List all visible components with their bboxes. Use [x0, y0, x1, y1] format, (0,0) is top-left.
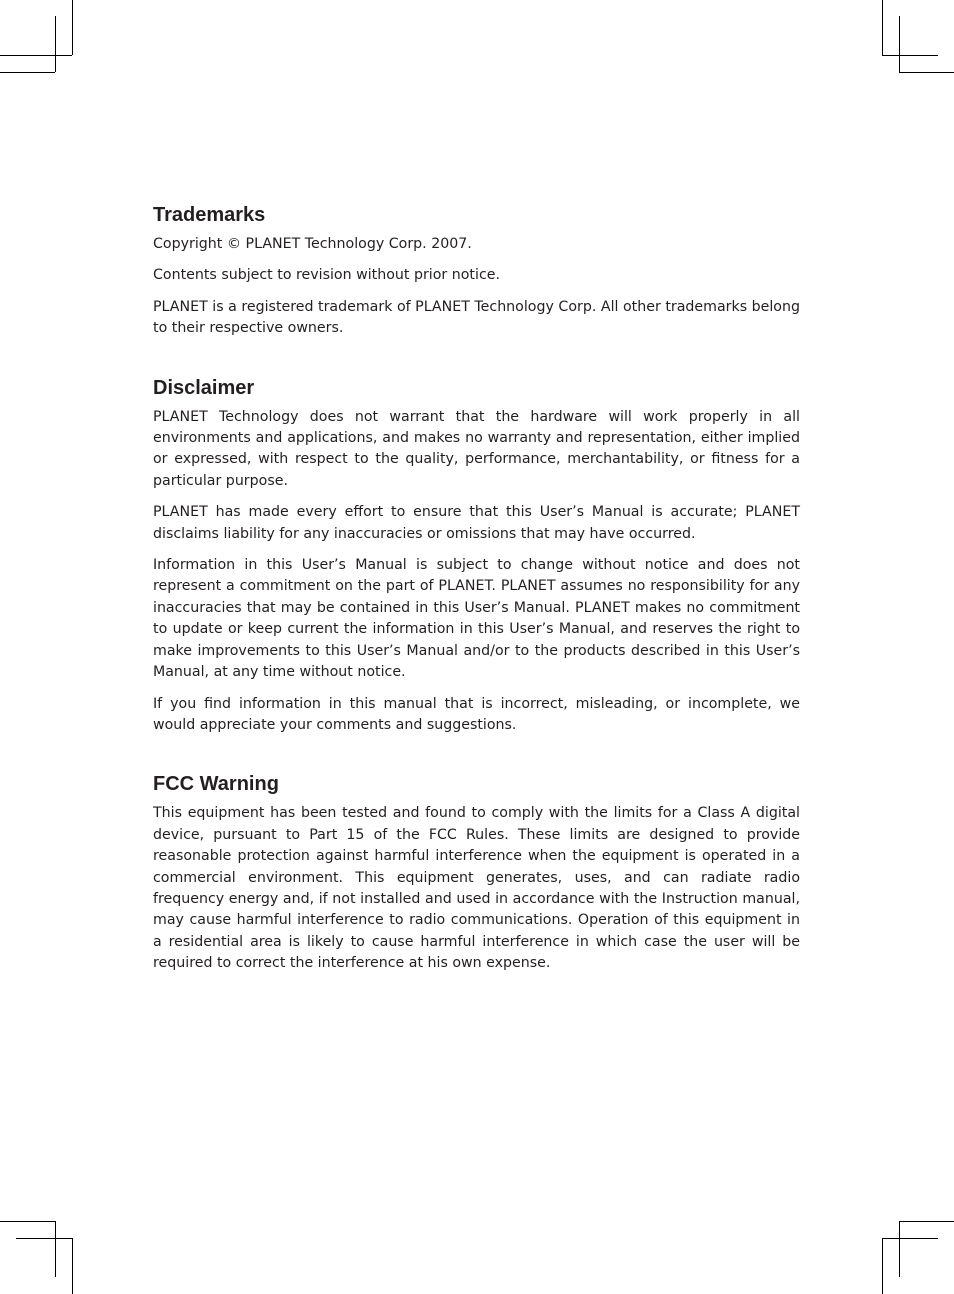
document-body: [153, 200, 800, 1008]
crop-mark-bottom-right-vertical-outer: [882, 1238, 883, 1294]
crop-mark-top-right-horizontal-outer: [899, 72, 954, 73]
crop-mark-bottom-left-horizontal-outer: [0, 1221, 55, 1222]
section-heading-disclaimer: Disclaimer: [153, 376, 255, 399]
paragraph-subject-to-change: Information in this User’s Manual is subject to change without notice and does not represent a commitment on the part of PLANET. PLANET assumes no responsibility for any inaccuracies that may be contained in this User’s Manual. PLANET makes no commitment to update or keep current the information in this User’s Manual, and reserves the right to make improvements to this User’s Manual and/or to the products described in this User’s Manual, at any time without notice.: [153, 557, 800, 681]
crop-mark-top-right-vertical: [899, 16, 900, 72]
paragraph-feedback: If you find information in this manual that is incorrect, misleading, or incomplete, we would appreciate your comments and suggestions.: [153, 695, 800, 733]
crop-mark-bottom-right-horizontal-outer: [899, 1221, 954, 1222]
crop-mark-bottom-left-horizontal-inner: [16, 1238, 72, 1239]
section-disclaimer: [153, 373, 800, 737]
crop-mark-bottom-right-vertical: [899, 1221, 900, 1277]
section-trademarks: [153, 200, 800, 340]
crop-mark-top-left-horizontal-inner: [16, 55, 72, 56]
section-heading-fcc-warning: FCC Warning: [153, 773, 279, 796]
paragraph-no-warranty: PLANET Technology does not warrant that the hardware will work properly in all environments and applications, and makes no warranty and representation, either implied or expressed, with respect to the quality, performance, merchantability, or fitness for a particular purpose.: [153, 408, 800, 489]
paragraph-revision-notice: Contents subject to revision without prior notice.: [153, 267, 500, 284]
paragraph-fcc-statement: This equipment has been tested and found to comply with the limits for a Class A digital device, pursuant to Part 15 of the FCC Rules. These limits are designed to provide reasonable protection against harmful interference when the equipment is operated in a commercial environment. This equipment generates, uses, and can radiate radio frequency energy and, if not installed and used in accordance with the Instruction manual, may cause harmful interference to radio communications. Operation of this equipment in a residential area is likely to cause harmful interference in which case the user will be required to correct the interference at his own expense.: [153, 805, 800, 972]
paragraph-trademark-statement: PLANET is a registered trademark of PLANET Technology Corp. All other trademarks belong to their respective owners.: [153, 298, 800, 337]
section-fcc-warning: [153, 769, 800, 974]
paragraph-accuracy: PLANET has made every effort to ensure that this User’s Manual is accurate; PLANET disclaims liability for any inaccuracies or omissions that may have occurred.: [153, 504, 800, 542]
crop-mark-top-right-horizontal-inner: [882, 55, 938, 56]
crop-mark-bottom-left-vertical-outer: [72, 1238, 73, 1294]
crop-mark-bottom-left-vertical: [55, 1221, 56, 1277]
crop-mark-top-left-horizontal-outer: [0, 72, 55, 73]
paragraph-copyright: Copyright © PLANET Technology Corp. 2007.: [153, 236, 472, 252]
crop-mark-top-right-vertical-outer: [882, 0, 883, 55]
crop-mark-top-left-vertical: [55, 16, 56, 72]
crop-mark-top-left-vertical-outer: [72, 0, 73, 55]
crop-mark-bottom-right-horizontal-inner: [882, 1238, 938, 1239]
section-heading-trademarks: Trademarks: [153, 204, 266, 226]
